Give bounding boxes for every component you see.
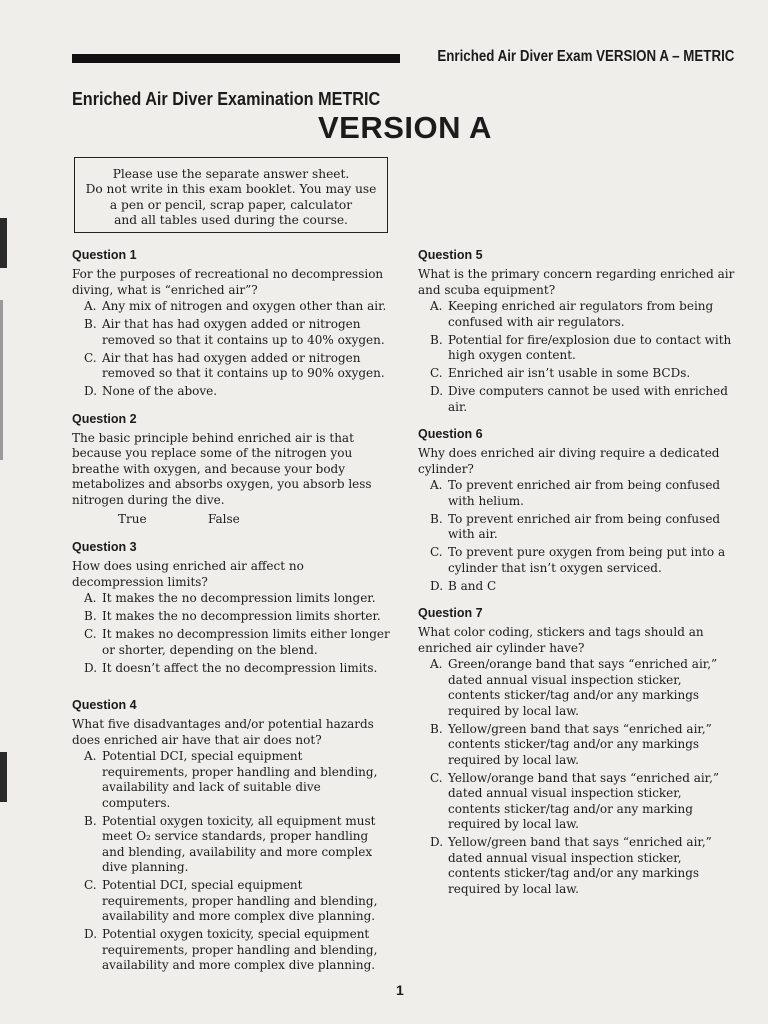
question-6: [418, 427, 736, 594]
option-letter: B.: [430, 721, 443, 736]
question-4: [72, 698, 390, 974]
option-text: Potential oxygen toxicity, special equipment requirements, proper handling and blending, availability and more complex dive planning.: [102, 927, 378, 972]
header-rule: [72, 54, 400, 63]
option-letter: B.: [430, 332, 443, 347]
option-text: Green/orange band that says “enriched air,” dated annual visual inspection sticker, contents sticker/tag and/or any markings required by local law.: [448, 657, 718, 718]
option-letter: B.: [84, 609, 97, 623]
question-heading: Question 6: [418, 427, 483, 441]
question-heading: Question 5: [418, 248, 483, 262]
option-letter: A.: [430, 657, 443, 671]
answer-option: [418, 299, 736, 330]
answer-option: [418, 512, 736, 543]
question-5: [418, 248, 736, 415]
question-3: [72, 540, 390, 676]
option-letter: D.: [430, 384, 444, 398]
answer-option: [72, 749, 390, 811]
option-letter: D.: [84, 660, 98, 675]
option-text: To prevent enriched air from being confused with air.: [448, 511, 721, 541]
option-letter: A.: [430, 299, 443, 313]
option-letter: B.: [84, 813, 97, 828]
answer-option: [418, 545, 736, 576]
answer-option: [72, 384, 390, 400]
instructions-line: and all tables used during the course.: [114, 213, 348, 228]
option-text: Enriched air isn’t usable in some BCDs.: [448, 366, 691, 380]
answer-options: [72, 299, 390, 400]
answer-options: [72, 749, 390, 974]
option-text: To prevent enriched air from being confused with helium.: [448, 478, 721, 508]
running-header: Enriched Air Diver Exam VERSION A – METRIC: [436, 48, 734, 65]
option-text: Potential oxygen toxicity, all equipment must meet O₂ service standards, proper handling and blending, availability and more complex dive planning.: [102, 813, 376, 874]
option-letter: C.: [84, 627, 97, 641]
question-text: Why does enriched air diving require a dedicated cylinder?: [418, 446, 720, 476]
question-7: [418, 606, 736, 897]
answer-options: [418, 657, 736, 897]
answer-option: [72, 351, 390, 382]
option-text: Any mix of nitrogen and oxygen other than air.: [102, 299, 387, 313]
option-text: It makes the no decompression limits shorter.: [102, 609, 381, 623]
question-heading: Question 7: [418, 606, 483, 620]
question-text: What color coding, stickers and tags should an enriched air cylinder have?: [418, 625, 704, 655]
option-text: Potential DCI, special equipment requirements, proper handling and blending, availability and lack of suitable dive computers.: [102, 749, 378, 810]
exam-title: Enriched Air Diver Examination METRIC: [72, 89, 381, 109]
version-title: VERSION A: [318, 110, 492, 145]
answer-option: [72, 299, 390, 315]
binding-shadow: [0, 300, 3, 460]
answer-option: [72, 927, 390, 974]
option-text: Yellow/green band that says “enriched air,” dated annual visual inspection sticker, contents sticker/tag and/or any markings required by local law.: [448, 835, 712, 896]
instructions-line: Please use the separate answer sheet.: [112, 167, 350, 181]
true-option: True: [118, 512, 147, 526]
answer-option: [72, 609, 390, 625]
option-text: None of the above.: [102, 384, 218, 398]
answer-option: [418, 835, 736, 897]
question-text: What is the primary concern regarding enriched air and scuba equipment?: [418, 267, 735, 297]
option-letter: C.: [430, 770, 443, 785]
option-text: Yellow/orange band that says “enriched air,” dated annual visual inspection sticker, contents sticker/tag and/or any marking required by local law.: [448, 770, 720, 831]
answer-options: [418, 299, 736, 415]
binding-mark: [0, 218, 7, 268]
option-letter: C.: [430, 366, 443, 380]
option-text: Air that has had oxygen added or nitrogen removed so that it contains up to 90% oxygen.: [102, 350, 385, 380]
answer-option: [418, 333, 736, 364]
answer-options: [72, 591, 390, 676]
answer-option: [418, 657, 736, 719]
question-heading: Question 1: [72, 248, 137, 262]
question-heading: Question 4: [72, 698, 137, 712]
answer-option: [418, 771, 736, 833]
instructions-box: [74, 157, 388, 233]
question-text: What five disadvantages and/or potential hazards does enriched air have that air does not?: [72, 717, 374, 747]
option-letter: A.: [84, 299, 97, 313]
option-text: Potential DCI, special equipment requirements, proper handling and blending, availability and more complex dive planning.: [102, 878, 378, 923]
option-text: Dive computers cannot be used with enriched air.: [448, 384, 728, 414]
answer-option: [418, 579, 736, 595]
answer-option: [418, 366, 736, 382]
left-column: [72, 248, 390, 976]
instructions-line: a pen or pencil, scrap paper, calculator: [109, 197, 353, 212]
option-letter: A.: [84, 591, 97, 605]
option-text: To prevent pure oxygen from being put into a cylinder that isn’t oxygen serviced.: [448, 545, 726, 575]
answer-option: [418, 384, 736, 415]
instructions-line: Do not write in this exam booklet. You may use: [85, 182, 377, 197]
answer-option: [418, 722, 736, 769]
option-letter: C.: [84, 878, 97, 892]
answer-options: [418, 478, 736, 594]
option-letter: A.: [84, 749, 97, 763]
answer-option: [418, 478, 736, 509]
answer-option: [72, 317, 390, 348]
option-letter: D.: [430, 835, 444, 849]
answer-option: [72, 814, 390, 876]
option-letter: B.: [84, 317, 97, 331]
question-text: How does using enriched air affect no decompression limits?: [72, 559, 304, 589]
answer-option: [72, 661, 390, 677]
option-text: Air that has had oxygen added or nitrogen removed so that it contains up to 40% oxygen.: [102, 317, 385, 347]
answer-option: [72, 878, 390, 925]
option-letter: C.: [430, 545, 443, 559]
option-text: It doesn’t affect the no decompression limits.: [102, 660, 378, 675]
binding-mark: [0, 752, 7, 802]
option-letter: D.: [84, 384, 98, 398]
option-text: Keeping enriched air regulators from being confused with air regulators.: [448, 299, 714, 329]
option-letter: D.: [430, 578, 444, 593]
answer-option: [72, 591, 390, 607]
question-heading: Question 2: [72, 411, 137, 426]
question-2: [72, 412, 390, 527]
option-text: B and C: [448, 578, 497, 593]
option-text: It makes the no decompression limits longer.: [102, 591, 376, 605]
question-1: [72, 248, 390, 400]
question-text: For the purposes of recreational no decompression diving, what is “enriched air”?: [72, 267, 384, 297]
question-heading: Question 3: [72, 540, 137, 554]
page-number: 1: [396, 982, 404, 998]
option-letter: A.: [430, 478, 443, 492]
option-text: Yellow/green band that says “enriched air,” contents sticker/tag and/or any markings required by local law.: [448, 721, 712, 767]
question-text: The basic principle behind enriched air is that because you replace some of the nitrogen you breathe with oxygen, and because your body metabolizes and absorbs oxygen, you absorb less nitrogen during the dive.: [72, 430, 372, 507]
option-text: Potential for fire/explosion due to contact with high oxygen content.: [448, 332, 732, 362]
false-option: False: [208, 512, 240, 526]
option-letter: C.: [84, 350, 97, 365]
option-text: It makes no decompression limits either longer or shorter, depending on the blend.: [102, 627, 390, 657]
true-false-options: [72, 512, 390, 526]
answer-option: [72, 627, 390, 658]
option-letter: D.: [84, 927, 98, 941]
option-letter: B.: [430, 511, 443, 526]
right-column: [418, 248, 736, 900]
